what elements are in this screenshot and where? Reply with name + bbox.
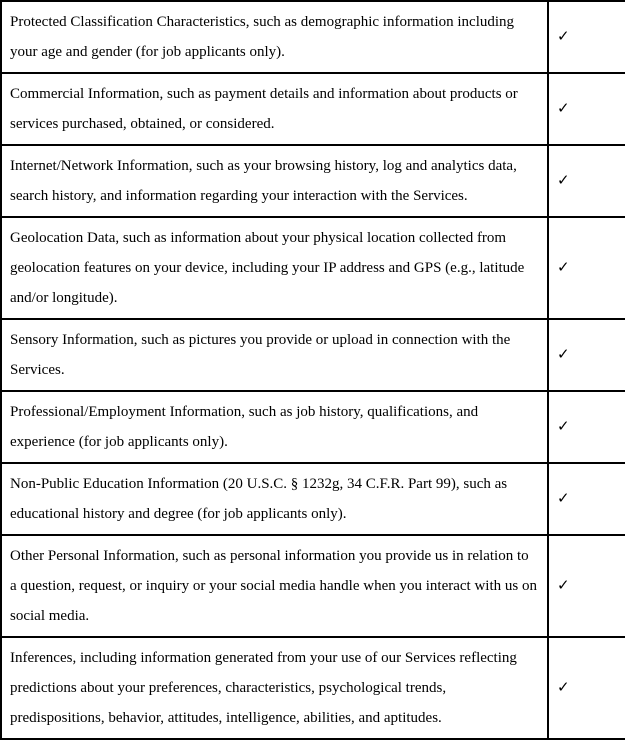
category-cell: Protected Classification Characteristics, such as demographic information including your age and gender (for job applicants only). xyxy=(1,1,548,73)
table-row xyxy=(1,1,625,73)
category-cell: Professional/Employment Information, such as job history, qualifications, and experience (for job applicants only). xyxy=(1,391,548,463)
checkmark-icon: ✓ xyxy=(557,347,570,363)
categories-table-body xyxy=(1,1,625,739)
category-cell: Non-Public Education Information (20 U.S.C. § 1232g, 34 C.F.R. Part 99), such as educational history and degree (for job applicants only). xyxy=(1,463,548,535)
checkmark-icon: ✓ xyxy=(557,101,570,117)
checkmark-icon: ✓ xyxy=(557,491,570,507)
table-row xyxy=(1,463,625,535)
table-row xyxy=(1,391,625,463)
table-row xyxy=(1,217,625,319)
checkmark-icon: ✓ xyxy=(557,260,570,276)
category-cell: Sensory Information, such as pictures you provide or upload in connection with the Services. xyxy=(1,319,548,391)
checkmark-icon: ✓ xyxy=(557,173,570,189)
collected-checkmark-cell xyxy=(548,73,625,145)
collected-checkmark-cell xyxy=(548,217,625,319)
category-cell: Internet/Network Information, such as your browsing history, log and analytics data, search history, and information regarding your interaction with the Services. xyxy=(1,145,548,217)
collected-checkmark-cell xyxy=(548,1,625,73)
table-row xyxy=(1,535,625,637)
collected-checkmark-cell xyxy=(548,391,625,463)
category-cell: Geolocation Data, such as information about your physical location collected from geolocation features on your device, including your IP address and GPS (e.g., latitude and/or longitude). xyxy=(1,217,548,319)
category-cell: Other Personal Information, such as personal information you provide us in relation to a question, request, or inquiry or your social media handle when you interact with us on social media. xyxy=(1,535,548,637)
collected-checkmark-cell xyxy=(548,145,625,217)
checkmark-icon: ✓ xyxy=(557,680,570,696)
checkmark-icon: ✓ xyxy=(557,578,570,594)
table-row xyxy=(1,145,625,217)
table-row xyxy=(1,319,625,391)
category-cell: Inferences, including information generated from your use of our Services reflecting predictions about your preferences, characteristics, psychological trends, predispositions, behavior, attitudes, intelligence, abilities, and aptitudes. xyxy=(1,637,548,739)
collected-checkmark-cell xyxy=(548,319,625,391)
table-row xyxy=(1,73,625,145)
collected-checkmark-cell xyxy=(548,637,625,739)
checkmark-icon: ✓ xyxy=(557,29,570,45)
checkmark-icon: ✓ xyxy=(557,419,570,435)
category-cell: Commercial Information, such as payment details and information about products or services purchased, obtained, or considered. xyxy=(1,73,548,145)
table-row xyxy=(1,637,625,739)
collected-checkmark-cell xyxy=(548,463,625,535)
collected-checkmark-cell xyxy=(548,535,625,637)
